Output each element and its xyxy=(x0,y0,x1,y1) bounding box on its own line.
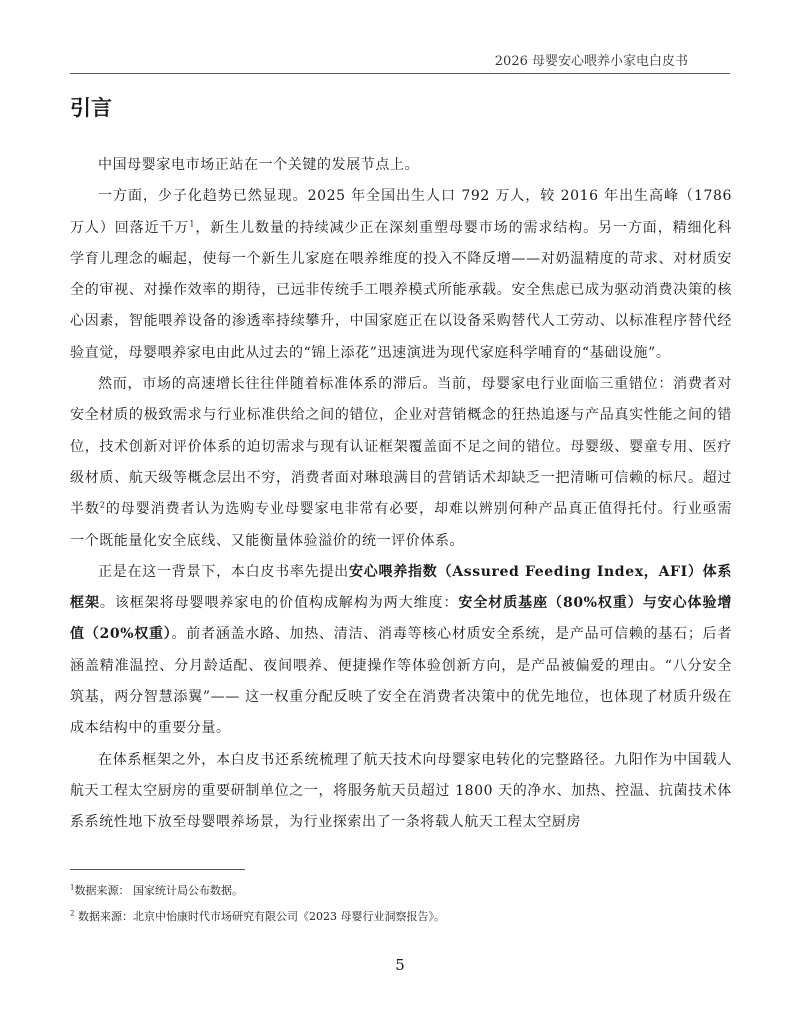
section-title: 引言 xyxy=(70,96,112,120)
footnote-ref-2[interactable]: 2 xyxy=(99,500,106,510)
weight-dimensions-term: 安全材质基座（80%权重）与安心体验增值（20%权重） xyxy=(70,595,733,643)
paragraph-4: 正是在这一背景下，本白皮书率先提出安心喂养指数（Assured Feeding Index，AFI）体系框架。该框架将母婴喂养家电的价值构成解构为两大维度：安全材质基座（80%权重）与安心体验增值（20%权重）。前者涵盖水路、加热、清洁、消毒等核心材质安全系统，是产品可信赖的基石；后者涵盖精准温控、分月龄适配、夜间喂养、便捷操作等体验创新方向，是产品被偏爱的理由。“八分安全筑基，两分智慧添翼”—— 这一权重分配反映了安全在消费者决策中的优先地位，也体现了材质升级在成本结构中的重要分量。 xyxy=(70,563,733,737)
paragraph-5: 在体系框架之外，本白皮书还系统梳理了航天技术向母婴家电转化的完整路径。九阳作为中国载人航天工程太空厨房的重要研制单位之一，将服务航天员超过 1800 天的净水、加热、控温、抗菌技术体系系统性地下放至母婴喂养场景，为行业探索出了一条将载人航天工程太空厨房 xyxy=(70,751,732,831)
footnote-divider xyxy=(70,869,245,870)
footnotes xyxy=(70,882,445,934)
afi-framework-term: 安心喂养指数（Assured Feeding Index，AFI）体系框架 xyxy=(70,563,732,612)
body-text xyxy=(70,150,732,839)
footnote-2: $^2$ 数据来源：北京中怡康时代市场研究有限公司《2023 母婴行业洞察报告》。 xyxy=(70,909,445,923)
running-header: 2026 母婴安心喂养小家电白皮书 xyxy=(494,54,688,69)
paragraph-2: 一方面，少子化趋势已然显现。2025 年全国出生人口 792 万人，较 2016 年出生高峰（1786 万人）回落近千万$^1$，新生儿数量的持续减少正在深刻重塑母婴市场的需求结构。另一方面，精细化科学育儿理念的崛起，使每一个新生儿家庭在喂养维度的投入不降反增——对奶温精度的苛求、对材质安全的审视、对操作效率的期待，已远非传统手工喂养模式所能承载。安全焦虑已成为驱动消费决策的核心因素，智能喂养设备的渗透率持续攀升，中国家庭正在以设备采购替代人工劳动、以标准程序替代经验直觉，母婴喂养家电由此从过去的“锦上添花”迅速演进为现代家庭科学哺育的“基础设施”。 xyxy=(70,188,732,361)
header-divider xyxy=(70,73,730,74)
footnote-1: $^1$数据来源： 国家统计局公布数据。 xyxy=(70,883,243,897)
page-number: 5 xyxy=(395,956,405,974)
paragraph-3: 然而，市场的高速增长往往伴随着标准体系的滞后。当前，母婴家电行业面临三重错位：消费者对安全材质的极致需求与行业标准供给之间的错位，企业对营销概念的狂热追逐与产品真实性能之间的错位，技术创新对评价体系的迫切需求与现有认证框架覆盖面不足之间的错位。母婴级、婴童专用、医疗级材质、航天级等概念层出不穷，消费者面对琳琅满目的营销话术却缺乏一把清晰可信赖的标尺。超过半数$^2$的母婴消费者认为选购专业母婴家电非常有必要，却难以辨别何种产品真正值得托付。行业亟需一个既能量化安全底线、又能衡量体验溢价的统一评价体系。 xyxy=(70,376,733,549)
paragraph-1: 中国母婴家电市场正站在一个关键的发展节点上。 xyxy=(98,157,420,173)
footnote-ref-1[interactable]: 1 xyxy=(189,218,196,228)
